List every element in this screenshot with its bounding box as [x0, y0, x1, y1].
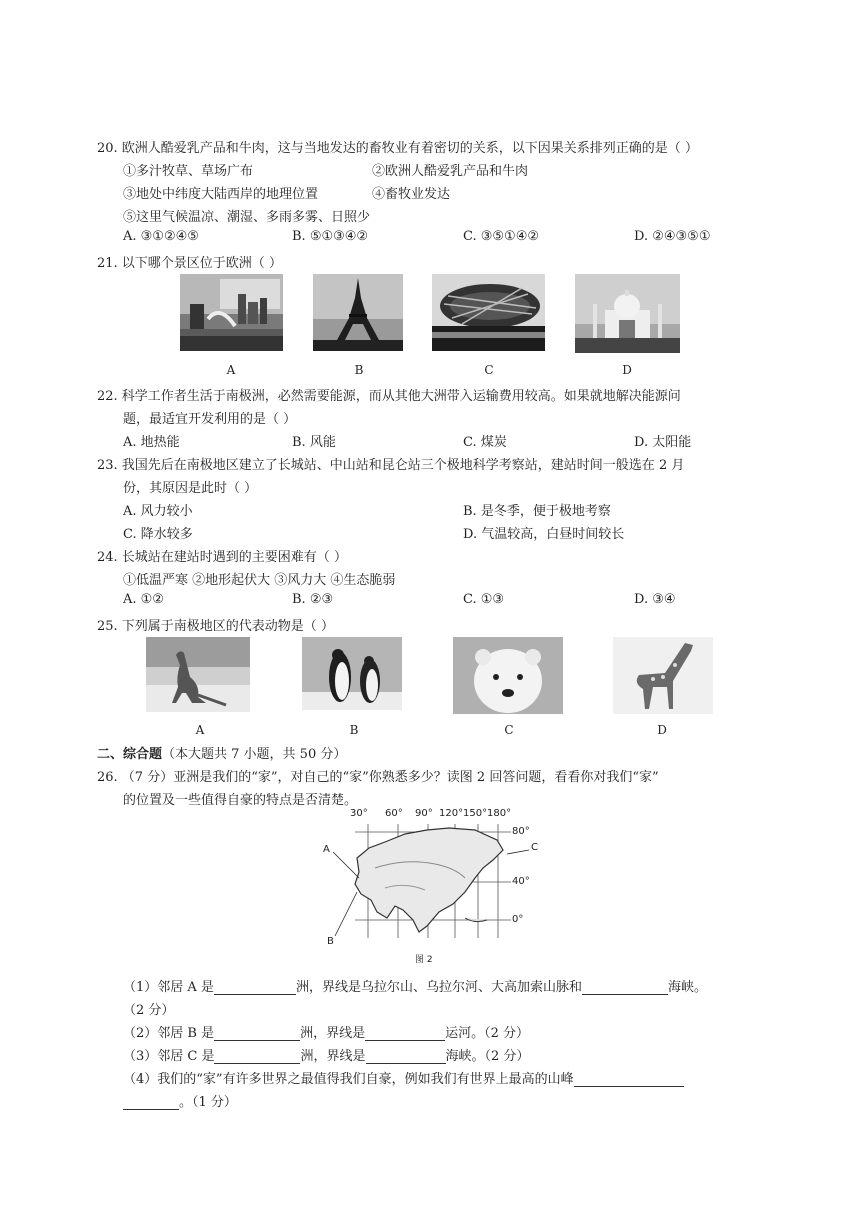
q26-part4-line2: [123, 1091, 237, 1110]
asia-map-figure: [315, 808, 547, 968]
q20-statement-5: ⑤这里气候温凉、潮湿、多雨多雾、日照少: [123, 210, 371, 225]
map-lon-120: 120°: [439, 808, 464, 819]
q20-statement-3: ③地处中纬度大陆西岸的地理位置: [123, 187, 319, 202]
q22-stem-line2: 题，最适宜开发利用的是（ ）: [123, 412, 297, 427]
q24-items: ①低温严寒 ②地形起伏大 ③风力大 ④生态脆弱: [123, 573, 396, 588]
map-lon-180: 180°: [487, 808, 512, 819]
q26-part1-blank-b[interactable]: [582, 980, 668, 995]
q26-part1-text-b: 洲，界线是乌拉尔山、乌拉尔河、大高加索山脉和: [295, 980, 582, 995]
q26-part4-blank-a[interactable]: [574, 1072, 684, 1087]
q25-stem: 25. 下列属于南极地区的代表动物是（ ）: [97, 619, 334, 634]
map-point-c: C: [531, 842, 538, 853]
q26-part4-text-a: （4）我们的“家”有许多世界之最值得我们自豪，例如我们有世界上最高的山峰: [123, 1072, 574, 1087]
q26-stem-line1: 26. （7 分）亚洲是我们的“家”，对自己的“家”你熟悉多少？读图 2 回答问题，看看你对我们“家”: [97, 770, 659, 785]
q23-option-d: D. 气温较高，白昼时间较长: [463, 527, 625, 542]
q22-option-b: B. 风能: [292, 435, 336, 450]
q25-caption-c: C: [504, 723, 514, 737]
q20-option-d: D. ②④③⑤①: [634, 229, 711, 244]
q21-caption-c: C: [484, 363, 494, 377]
q24-option-a: A. ①②: [123, 592, 164, 607]
q26-part3-text-b: 洲，界线是: [300, 1049, 366, 1064]
q20-option-a: A. ③①②④⑤: [123, 229, 199, 244]
section-2-title: 二、综合题: [97, 747, 163, 762]
q20-option-b: B. ⑤①③④②: [292, 229, 369, 244]
map-lat-80: 80°: [512, 826, 530, 837]
q26-part1-blank-a[interactable]: [214, 980, 296, 995]
q25-photo-d-giraffe: [613, 637, 713, 714]
q25-photo-c-polar-bear: [453, 637, 563, 714]
q21-caption-a: A: [226, 363, 236, 377]
q26-part2: [123, 1022, 529, 1041]
map-lon-60: 60°: [385, 808, 403, 819]
q25-caption-d: D: [657, 723, 667, 737]
map-lat-40: 40°: [512, 876, 530, 887]
q21-caption-d: D: [622, 363, 632, 377]
q21-photo-c-birds-nest: [432, 274, 545, 351]
q26-part1: [123, 976, 707, 995]
q20-statement-1: ①多汁牧草、草场广布: [123, 164, 254, 179]
q20-stem: 20. 欧洲人酷爱乳产品和牛肉，这与当地发达的畜牧业有着密切的关系，以下因果关系排列正确的是（ ）: [97, 141, 698, 156]
q24-stem: 24. 长城站在建站时遇到的主要困难有（ ）: [97, 550, 347, 565]
q20-statement-4: ④畜牧业发达: [372, 187, 451, 202]
map-lon-90: 90°: [415, 808, 433, 819]
q26-part3-text-a: （3）邻居 C 是: [123, 1049, 215, 1064]
q26-stem-line2: 的位置及一些值得自豪的特点是否清楚。: [123, 793, 358, 808]
q21-caption-b: B: [354, 363, 364, 377]
map-point-b: B: [327, 936, 334, 947]
q22-stem-line1: 22. 科学工作者生活于南极洲，必然需要能源，而从其他大洲带入运输费用较高。如果就地解决能源问: [97, 389, 681, 404]
q26-part2-text-b: 洲，界线是: [300, 1026, 366, 1041]
q25-photo-b-penguins: [302, 637, 402, 710]
map-lat-0: 0°: [512, 914, 524, 925]
q26-part4-blank-b[interactable]: [123, 1095, 179, 1110]
q26-part1-score: （2 分）: [123, 1003, 175, 1018]
q26-part3-text-c: 海峡。（2 分）: [445, 1049, 530, 1064]
map-point-a: A: [323, 844, 330, 855]
q26-part2-blank-b[interactable]: [365, 1026, 445, 1041]
q25-caption-b: B: [349, 723, 359, 737]
q26-part4: [123, 1068, 684, 1087]
q23-stem-line1: 23. 我国先后在南极地区建立了长城站、中山站和昆仑站三个极地科学考察站，建站时间一般选在 2 月: [97, 458, 685, 473]
q26-part1-text-c: 海峡。: [667, 980, 707, 995]
q25-photo-a-kangaroo: [146, 637, 250, 712]
q26-part3: [123, 1045, 529, 1064]
q21-photo-a-singapore: [180, 274, 283, 351]
q24-option-d: D. ③④: [634, 592, 676, 607]
q26-part1-text-a: （1）邻居 A 是: [123, 980, 214, 995]
map-lon-30: 30°: [350, 808, 368, 819]
q23-option-b: B. 是冬季，便于极地考察: [463, 504, 611, 519]
section-2-note: （本大题共 7 小题，共 50 分）: [162, 747, 347, 762]
q26-part2-blank-a[interactable]: [214, 1026, 300, 1041]
map-caption: 图 2: [415, 955, 433, 965]
q26-part3-blank-b[interactable]: [366, 1049, 446, 1064]
q22-option-a: A. 地热能: [123, 435, 180, 450]
q22-option-c: C. 煤炭: [463, 435, 507, 450]
q24-option-b: B. ②③: [292, 592, 334, 607]
q21-stem: 21. 以下哪个景区位于欧洲（ ）: [97, 256, 282, 271]
q21-photo-d-taj-mahal: [575, 274, 680, 353]
q20-statement-2: ②欧洲人酷爱乳产品和牛肉: [372, 164, 529, 179]
q22-option-d: D. 太阳能: [634, 435, 692, 450]
q23-option-c: C. 降水较多: [123, 527, 193, 542]
section-2-heading: [97, 743, 346, 762]
q20-option-c: C. ③⑤①④②: [463, 229, 540, 244]
q26-part4-text-b: 。（1 分）: [179, 1095, 237, 1110]
q23-stem-line2: 份，其原因是此时（ ）: [123, 481, 258, 496]
q23-option-a: A. 风力较小: [123, 504, 193, 519]
q24-option-c: C. ①③: [463, 592, 505, 607]
q26-part2-text-a: （2）邻居 B 是: [123, 1026, 215, 1041]
q26-part3-blank-a[interactable]: [214, 1049, 300, 1064]
q21-photo-b-eiffel-tower: [313, 274, 403, 351]
q26-part2-text-c: 运河。（2 分）: [445, 1026, 530, 1041]
map-lon-150: 150°: [463, 808, 488, 819]
q25-caption-a: A: [195, 723, 205, 737]
